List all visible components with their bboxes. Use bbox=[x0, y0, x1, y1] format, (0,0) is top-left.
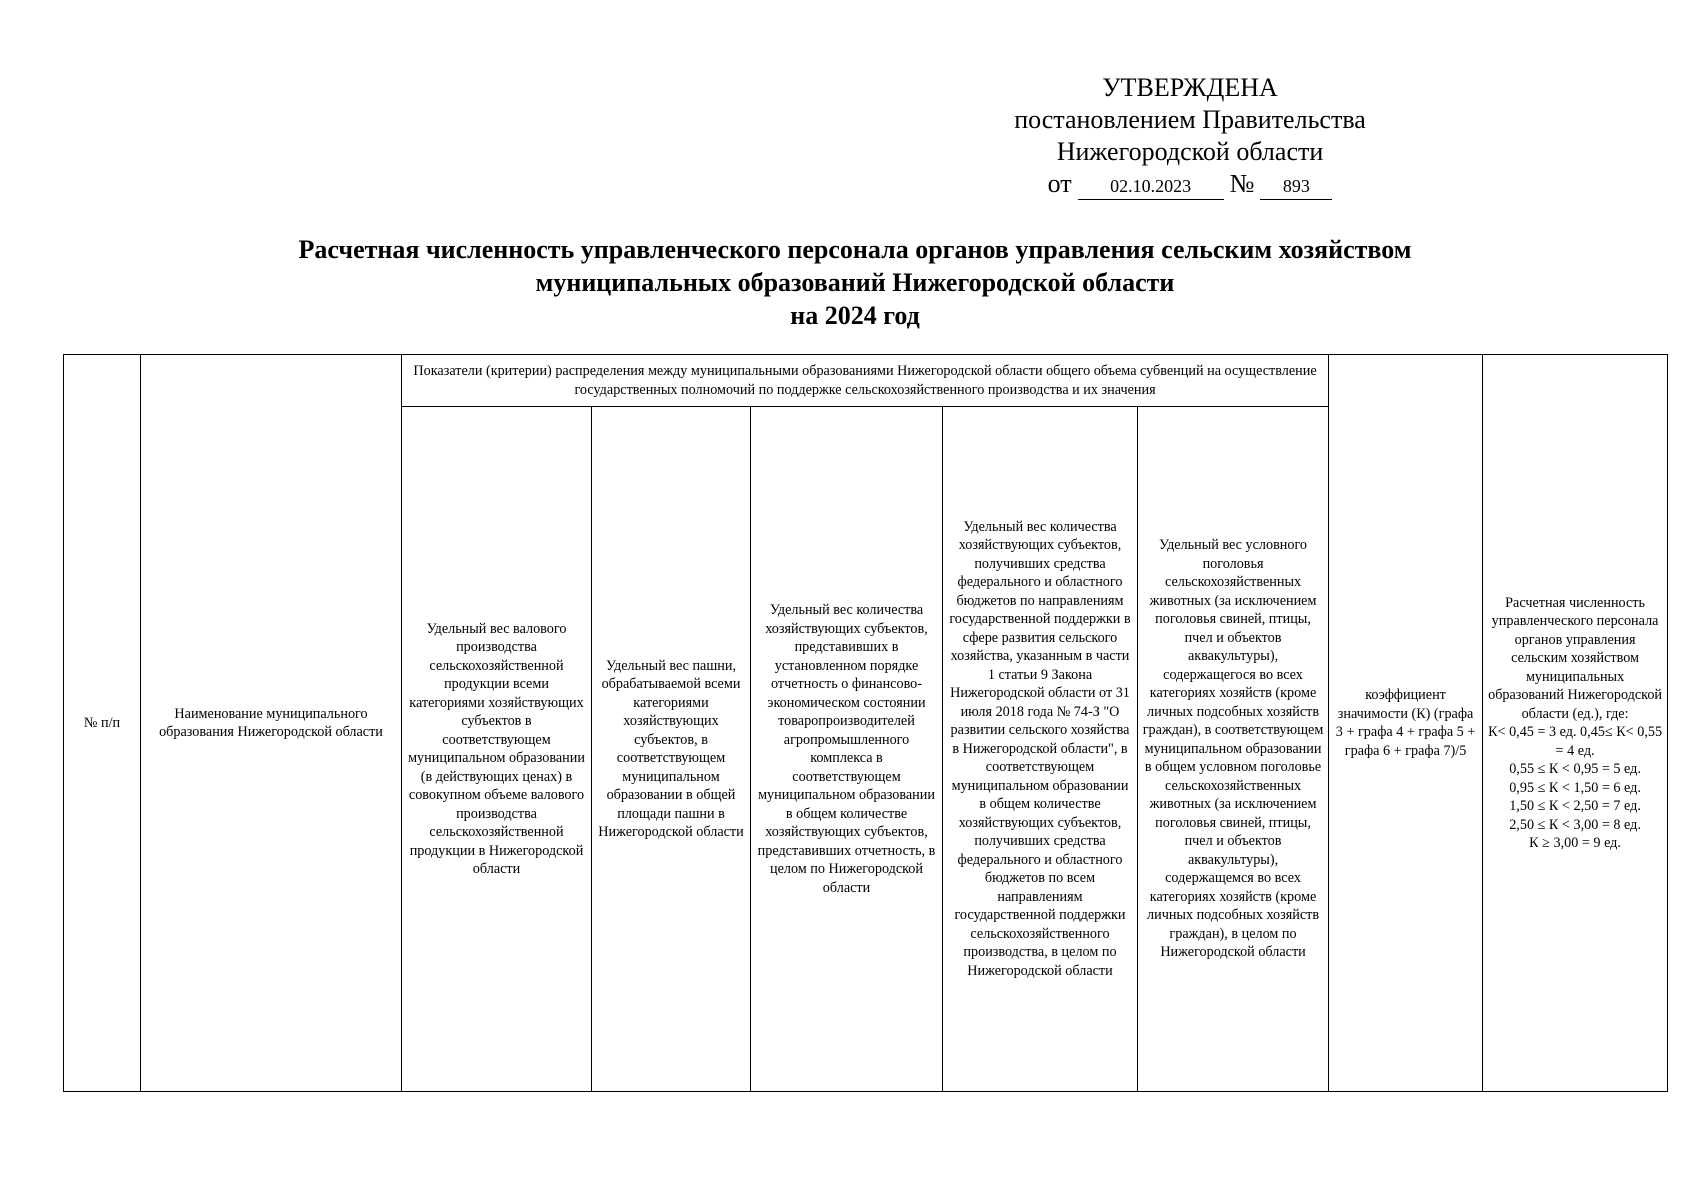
document-title bbox=[130, 233, 1580, 332]
approval-line-1: постановлением Правительства bbox=[1014, 105, 1366, 134]
header-staff-count bbox=[1483, 355, 1668, 1092]
staff-rule: К ≥ 3,00 = 9 ед. bbox=[1529, 835, 1621, 851]
approved-label: УТВЕРЖДЕНА bbox=[1102, 73, 1278, 102]
title-line-2: муниципальных образований Нижегородской области bbox=[535, 268, 1175, 297]
approval-line-2: Нижегородской области bbox=[1056, 137, 1324, 166]
from-label: от bbox=[1047, 169, 1072, 198]
title-line-3: на 2024 год bbox=[790, 301, 920, 330]
table-header-row-1 bbox=[64, 355, 1668, 407]
staff-count-intro: Расчетная численность управленческого персонала органов управления сельским хозяйством муниципальных образований Нижегородской области (ед.), где: bbox=[1488, 594, 1663, 722]
title-line-1: Расчетная численность управленческого персонала органов управления сельским хозяйством bbox=[298, 235, 1412, 264]
header-number: № п/п bbox=[64, 355, 141, 1092]
staff-rule: 0,95 ≤ К < 1,50 = 6 ед. bbox=[1509, 779, 1641, 796]
header-reporting-entities-share: Удельный вес количества хозяйствующих субъектов, представивших в установленном порядке отчетность о финансово-экономическом состоянии товаропроизводителей агропромышленного комплекса в соответствующем муниципальном образовании в общем количестве хозяйствующих субъектов, представивших отчетность, в целом по Нижегородской области bbox=[751, 407, 943, 1092]
header-municipality-name: Наименование муниципального образования Нижегородской области bbox=[141, 355, 402, 1092]
approval-date-line bbox=[1000, 168, 1380, 200]
staff-rule: 0,55 ≤ К < 0,95 = 5 ед. bbox=[1509, 761, 1641, 777]
header-supported-entities-share: Удельный вес количества хозяйствующих субъектов, получивших средства федерального и областного бюджетов по направлениям государственной поддержки в сфере развития сельского хозяйства, указанным в части 1 статьи 9 Закона Нижегородской области от 31 июля 2018 года № 74-З "О развитии сельского хозяйства в Нижегородской области", в соответствующем муниципальном образовании в общем количестве хозяйствующих субъектов, получивших средства федерального и областного бюджетов по всем направлениям государственной поддержки сельскохозяйственного производства, в целом по Нижегородской области bbox=[943, 407, 1138, 1092]
staff-rule: 2,50 ≤ К < 3,00 = 8 ед. bbox=[1509, 816, 1641, 833]
number-sign: № bbox=[1229, 169, 1255, 198]
approval-date: 02.10.2023 bbox=[1078, 175, 1224, 200]
header-gross-production-share: Удельный вес валового производства сельскохозяйственной продукции всеми категориями хозяйствующих субъектов в соответствующем муниципальном образовании (в действующих ценах) в совокупном объеме валового производства сельскохозяйственной продукции в Нижегородской области bbox=[402, 407, 592, 1092]
header-criteria-group: Показатели (критерии) распределения между муниципальными образованиями Нижегородской области общего объема субвенций на осуществление государственных полномочий по поддержке сельскохозяйственного производства и их значения bbox=[402, 355, 1329, 407]
header-coefficient: коэффициент значимости (К) (графа 3 + графа 4 + графа 5 + графа 6 + графа 7)/5 bbox=[1329, 355, 1483, 1092]
header-arable-land-share: Удельный вес пашни, обрабатываемой всеми категориями хозяйствующих субъектов, в соответствующем муниципальном образовании в общей площади пашни в Нижегородской области bbox=[592, 407, 751, 1092]
approval-stamp bbox=[1000, 72, 1380, 200]
staff-rule: К< 0,45 = 3 ед. 0,45≤ К< 0,55 = 4 ед. bbox=[1488, 724, 1663, 759]
staff-rule: 1,50 ≤ К < 2,50 = 7 ед. bbox=[1509, 798, 1641, 814]
staff-table bbox=[63, 354, 1668, 1092]
approval-number: 893 bbox=[1260, 175, 1332, 200]
header-livestock-share: Удельный вес условного поголовья сельскохозяйственных животных (за исключением поголовья свиней, птицы, пчел и объектов аквакультуры), содержащегося во всех категориях хозяйств (кроме личных подсобных хозяйств граждан), в соответствующем муниципальном образовании в общем условном поголовье сельскохозяйственных животных (за исключением поголовья свиней, птицы, пчел и объектов аквакультуры), содержащемся во всех категориях хозяйств (кроме личных подсобных хозяйств граждан), в целом по Нижегородской области bbox=[1138, 407, 1329, 1092]
